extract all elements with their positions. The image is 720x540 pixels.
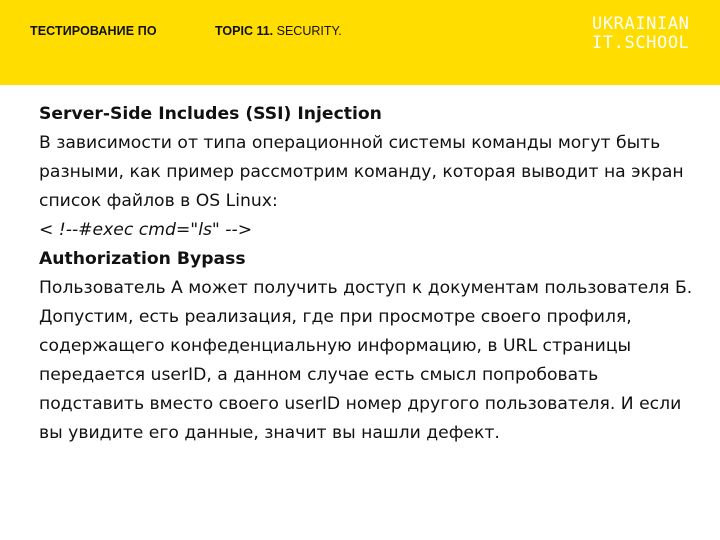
header-bar (0, 0, 720, 85)
ssi-heading: Server-Side Includes (SSI) Injection (39, 104, 382, 124)
topic-name: SECURITY. (276, 24, 342, 38)
auth-heading: Authorization Bypass (39, 249, 246, 269)
school-logo (592, 15, 690, 53)
ssi-text: В зависимости от типа операционной системы команды могут быть разными, как пример рассмотрим команду, которая выводит на экран список файлов в OS Linux: (39, 133, 684, 211)
auth-text: Пользователь А может получить доступ к документам пользователя Б. Допустим, есть реализация, где при просмотре своего профиля, содержащего конфеденциальную информацию, в URL страницы передается userID, а данном случае есть смысл попробовать подставить вместо своего userID номер другого пользователя. И если вы увидите его данные, значит вы нашли дефект. (39, 278, 693, 443)
slide-content (39, 100, 699, 448)
topic-number: TOPIC 11. (215, 24, 274, 38)
ssi-code-example: < !--#exec cmd="ls" --> (39, 220, 253, 240)
logo-line-2: IT.SCHOOL (592, 33, 690, 53)
course-title: ТЕСТИРОВАНИЕ ПО (30, 24, 157, 38)
logo-line-1: UKRAINIAN (592, 14, 690, 34)
topic-title (215, 24, 342, 38)
